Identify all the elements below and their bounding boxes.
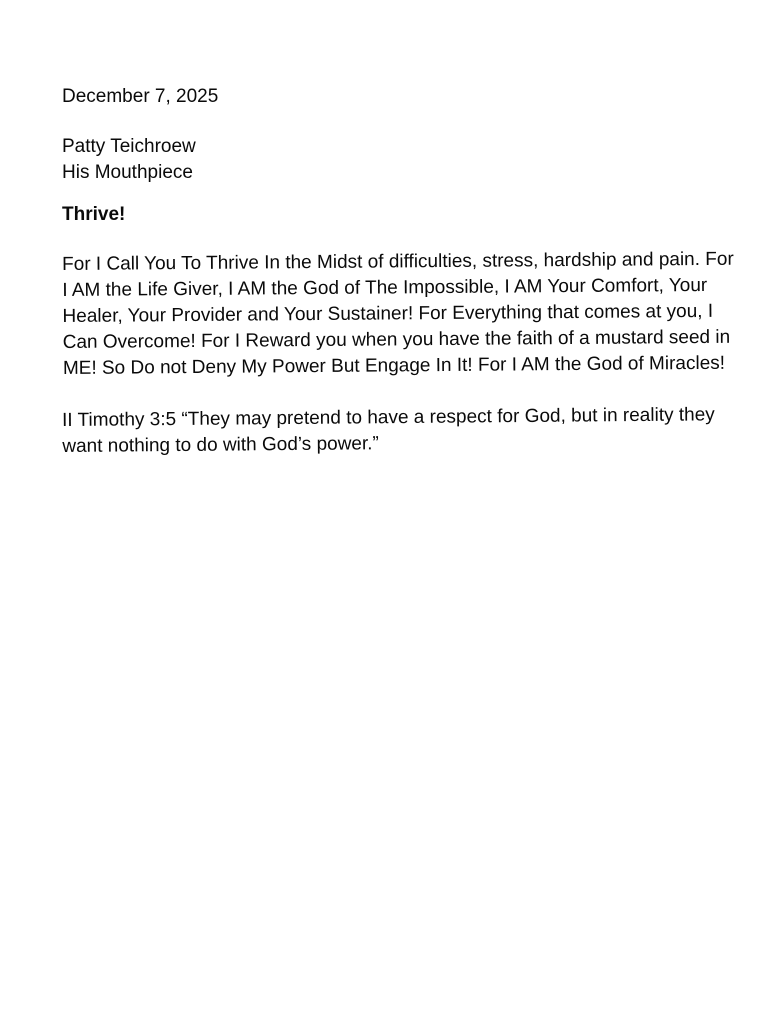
document-title: Thrive! bbox=[62, 204, 126, 225]
author-name: Patty Teichroew bbox=[62, 136, 196, 157]
author-role: His Mouthpiece bbox=[62, 162, 193, 183]
message-paragraph: For I Call You To Thrive In the Midst of difficulties, stress, hardship and pain. For I AM the Life Giver, I AM the God of The Impossible, I AM Your Comfort, Your Healer, Your Provider and Your Sustainer! For Everything that comes at you, I Can Overcome! For I Reward you when you have the faith of a mustard seed in ME! So Do not Deny My Power But Engage In It! For I AM the God of Miracles! bbox=[62, 248, 734, 379]
document-page bbox=[62, 84, 742, 460]
scripture-reference: II Timothy 3:5 “They may pretend to have a respect for God, but in reality they want nothing to do with God’s power.” bbox=[62, 404, 715, 457]
document-date: December 7, 2025 bbox=[62, 86, 219, 107]
author-block bbox=[62, 134, 742, 186]
